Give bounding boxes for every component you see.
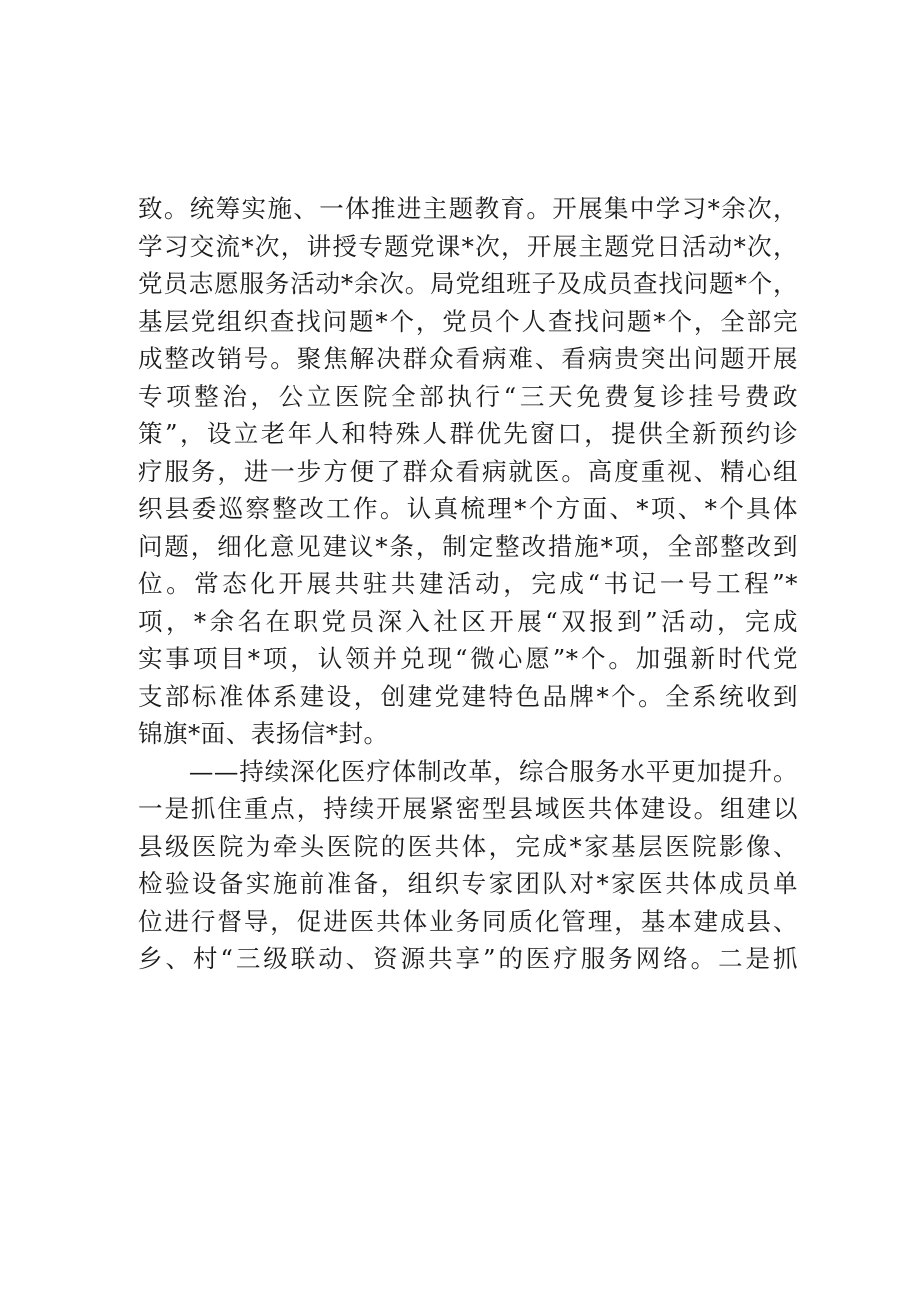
body-text bbox=[138, 190, 798, 978]
text-line: 成整改销号。聚焦解决群众看病难、看病贵突出问题开展 bbox=[138, 344, 798, 373]
text-line: 县级医院为牵头医院的医共体，完成*家基层医院影像、 bbox=[138, 831, 798, 861]
text-line: 基层党组织查找问题*个，党员个人查找问题*个，全部完 bbox=[138, 306, 798, 336]
text-line: 策”，设立老年人和特殊人群优先窗口，提供全新预约诊 bbox=[138, 419, 798, 448]
text-line: 位进行督导，促进医共体业务同质化管理，基本建成县、 bbox=[138, 906, 798, 936]
text-line: 致。统筹实施、一体推进主题教育。开展集中学习*余次， bbox=[138, 194, 798, 223]
text-line: 织县委巡察整改工作。认真梳理*个方面、*项、*个具体 bbox=[138, 494, 798, 523]
text-line: 疗服务，进一步方便了群众看病就医。高度重视、精心组 bbox=[138, 456, 798, 486]
text-line: 锦旗*面、表扬信*封。 bbox=[138, 719, 389, 748]
text-line: 乡、村“三级联动、资源共享”的医疗服务网络。二是抓 bbox=[138, 944, 798, 973]
text-line: 位。常态化开展共驻共建活动，完成“书记一号工程”* bbox=[138, 569, 798, 598]
text-line: 学习交流*次，讲授专题党课*次，开展主题党日活动*次， bbox=[138, 231, 798, 261]
text-line: 项，*余名在职党员深入社区开展“双报到”活动，完成 bbox=[138, 606, 798, 636]
text-line: 实事项目*项，认领并兑现“微心愿”*个。加强新时代党 bbox=[138, 644, 798, 673]
section-heading-line: ——持续深化医疗体制改革，综合服务水平更加提升。 bbox=[138, 756, 798, 786]
text-line: 支部标准体系建设，创建党建特色品牌*个。全系统收到 bbox=[138, 681, 798, 711]
text-line: 专项整治，公立医院全部执行“三天免费复诊挂号费政 bbox=[138, 381, 798, 411]
text-line: 检验设备实施前准备，组织专家团队对*家医共体成员单 bbox=[138, 869, 798, 898]
text-line: 一是抓住重点，持续开展紧密型县域医共体建设。组建以 bbox=[138, 794, 798, 823]
text-line: 党员志愿服务活动*余次。局党组班子及成员查找问题*个， bbox=[138, 269, 798, 298]
text-line: 问题，细化意见建议*条，制定整改措施*项，全部整改到 bbox=[138, 531, 798, 561]
